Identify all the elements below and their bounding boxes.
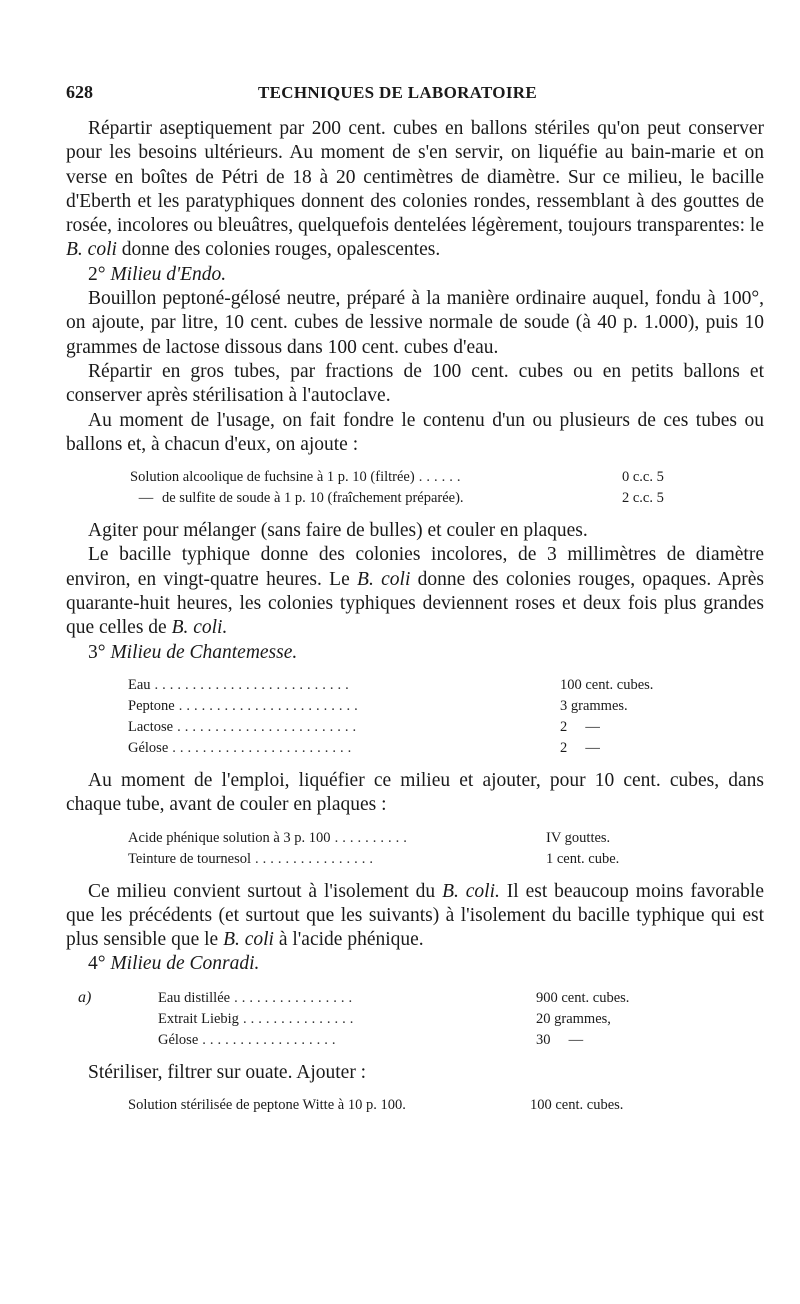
recipe-item: Eau distillée (158, 989, 231, 1006)
recipe-quantity: 2 c.c. 5 (622, 490, 664, 507)
section-number: 4° (88, 953, 106, 975)
running-head: TECHNIQUES DE LABORATOIRE (258, 83, 537, 102)
recipe-quantity: 2 — (560, 718, 600, 735)
leader-dots: .......... (334, 829, 411, 846)
recipe-item: Solution stérilisée de peptone Witte à 10 p. 100. (128, 1097, 406, 1114)
recipe-item: Extrait Liebig (158, 1010, 239, 1027)
recipe-quantity: 2 — (560, 739, 600, 756)
recipe-row (66, 738, 668, 759)
recipe-quantity: 3 grammes. (560, 697, 628, 714)
recipe-item: Gélose (128, 739, 169, 756)
page-header (66, 82, 742, 103)
recipe-sublabel: a) (78, 988, 92, 1006)
recipe-endo (66, 467, 764, 509)
page-number: 628 (66, 82, 93, 102)
recipe-quantity: 20 grammes, (536, 1010, 611, 1027)
recipe-row (66, 467, 690, 488)
leader-dots: ...... (418, 469, 465, 486)
leader-dots: ............... (242, 1010, 358, 1027)
recipe-chantemesse (66, 675, 764, 759)
recipe-row (66, 828, 668, 849)
text-run: Il est beaucoup moins favorable que les précédents (et surtout que les suivants) à l'isolement du bacille typhique qui est plus sensible que le (66, 880, 764, 951)
paragraph-agiter: Agiter pour mélanger (sans faire de bulles) et couler en plaques. (88, 520, 588, 542)
recipe-row (66, 849, 668, 870)
recipe-item: Eau (128, 676, 151, 693)
text-run: Répartir aseptiquement par 200 cent. cubes en ballons stériles qu'on peut conserver pour les besoins ultérieurs. Au moment de s'en servir, on liquéfie au bain-marie et on verse en boîtes de Pétri de 18 à 20 centimètres de diamètre. Sur ce milieu, le bacille d'Eberth et les paratyphiques donnent des colonies rondes, ressemblant à des gouttes de rosée, incolores ou bleuâtres, quelquefois dentelées légèrement, toujours transparentes: le (66, 118, 764, 237)
recipe-row (66, 488, 690, 509)
recipe-item: Lactose (128, 718, 174, 735)
italic-run: B. coli (66, 239, 117, 261)
recipe-row (66, 1009, 658, 1030)
leader-dots: ........................ (172, 739, 356, 756)
recipe-item: de sulfite de soude à 1 p. 10 (fraîchement préparée). (162, 490, 464, 507)
recipe-phenique (66, 828, 764, 870)
recipe-row (66, 675, 668, 696)
leader-dots: ........................ (177, 718, 361, 735)
italic-run: B. coli. (171, 617, 228, 639)
recipe-quantity: IV gouttes. (546, 829, 611, 846)
paragraph-isolement (66, 880, 764, 953)
section-label: Milieu d'Endo. (110, 263, 227, 285)
italic-run: B. coli (357, 568, 411, 590)
italic-run: B. coli (223, 929, 274, 951)
italic-run: B. coli. (442, 880, 500, 902)
leader-dots: ................ (255, 850, 378, 867)
recipe-conradi (66, 987, 764, 1051)
recipe-row (66, 1030, 658, 1051)
leader-dots: .................. (202, 1031, 340, 1048)
section-number: 2° (88, 263, 106, 285)
recipe-row (66, 717, 668, 738)
recipe-quantity: 0 c.c. 5 (622, 469, 664, 486)
recipe-item: Gélose (158, 1031, 199, 1048)
leader-dots: ........................ (178, 697, 362, 714)
paragraph-emploi: Au moment de l'emploi, liquéfier ce milieu et ajouter, pour 10 cent. cubes, dans chaque tube, avant de couler en plaques : (66, 769, 764, 816)
section-heading-chantemesse (66, 641, 764, 665)
recipe-quantity: 1 cent. cube. (546, 850, 620, 867)
recipe-quantity: 30 — (536, 1031, 584, 1048)
paragraph-bacille-typhique (66, 543, 764, 640)
section-heading-conradi (66, 952, 764, 976)
leader-dots: ................ (234, 989, 357, 1006)
recipe-quantity: 100 cent. cubes. (530, 1097, 624, 1114)
recipe-peptone (66, 1095, 764, 1116)
ditto-dash: — (138, 490, 154, 507)
recipe-item: Peptone (128, 697, 175, 714)
recipe-item: Solution alcoolique de fuchsine à 1 p. 10 (filtrée) (130, 469, 415, 486)
recipe-row (66, 696, 668, 717)
paragraph-bouillon: Bouillon peptoné-gélosé neutre, préparé à la manière ordinaire auquel, fondu à 100°, on ajoute, par litre, 10 cent. cubes de lessive normale de soude (à 40 p. 1.000), puis 10 grammes de lactose dissous dans 100 cent. cubes d'eau. (66, 288, 764, 358)
paragraph-gros-tubes: Répartir en gros tubes, par fractions de 100 cent. cubes ou en petits ballons et conserver après stérilisation à l'autoclave. (66, 360, 764, 407)
recipe-quantity: 900 cent. cubes. (536, 989, 630, 1006)
paragraph-steriliser: Stériliser, filtrer sur ouate. Ajouter : (88, 1061, 367, 1083)
leader-dots: .......................... (154, 676, 353, 693)
paragraph-usage: Au moment de l'usage, on fait fondre le contenu d'un ou plusieurs de ces tubes ou ballons et, à chacun d'eux, on ajoute : (66, 409, 764, 455)
recipe-item: Acide phénique solution à 3 p. 100 (128, 829, 331, 846)
recipe-row (66, 1095, 648, 1116)
recipe-row (66, 987, 658, 1009)
recipe-quantity: 100 cent. cubes. (560, 676, 654, 693)
paragraph-repartir (66, 117, 764, 263)
section-number: 3° (88, 641, 106, 663)
text-run: à l'acide phénique. (273, 929, 424, 951)
text-run: Le bacille typhique donne des colonies incolores, de 3 millimètres de diamètre environ, en vingt-quatre heures. Le (66, 544, 764, 590)
text-run: donne des colonies rouges, opalescentes. (116, 239, 441, 261)
recipe-item: Teinture de tournesol (128, 850, 252, 867)
section-label: Milieu de Conradi. (110, 953, 260, 975)
text-run: Ce milieu convient surtout à l'isolement du (88, 880, 443, 902)
section-heading-endo (66, 263, 764, 287)
section-label: Milieu de Chantemesse. (110, 641, 298, 663)
text-run: donne des colonies rouges, opaques. Après quarante-huit heures, les colonies typhiques deviennent roses et deux fois plus grandes que celles de (66, 568, 764, 639)
